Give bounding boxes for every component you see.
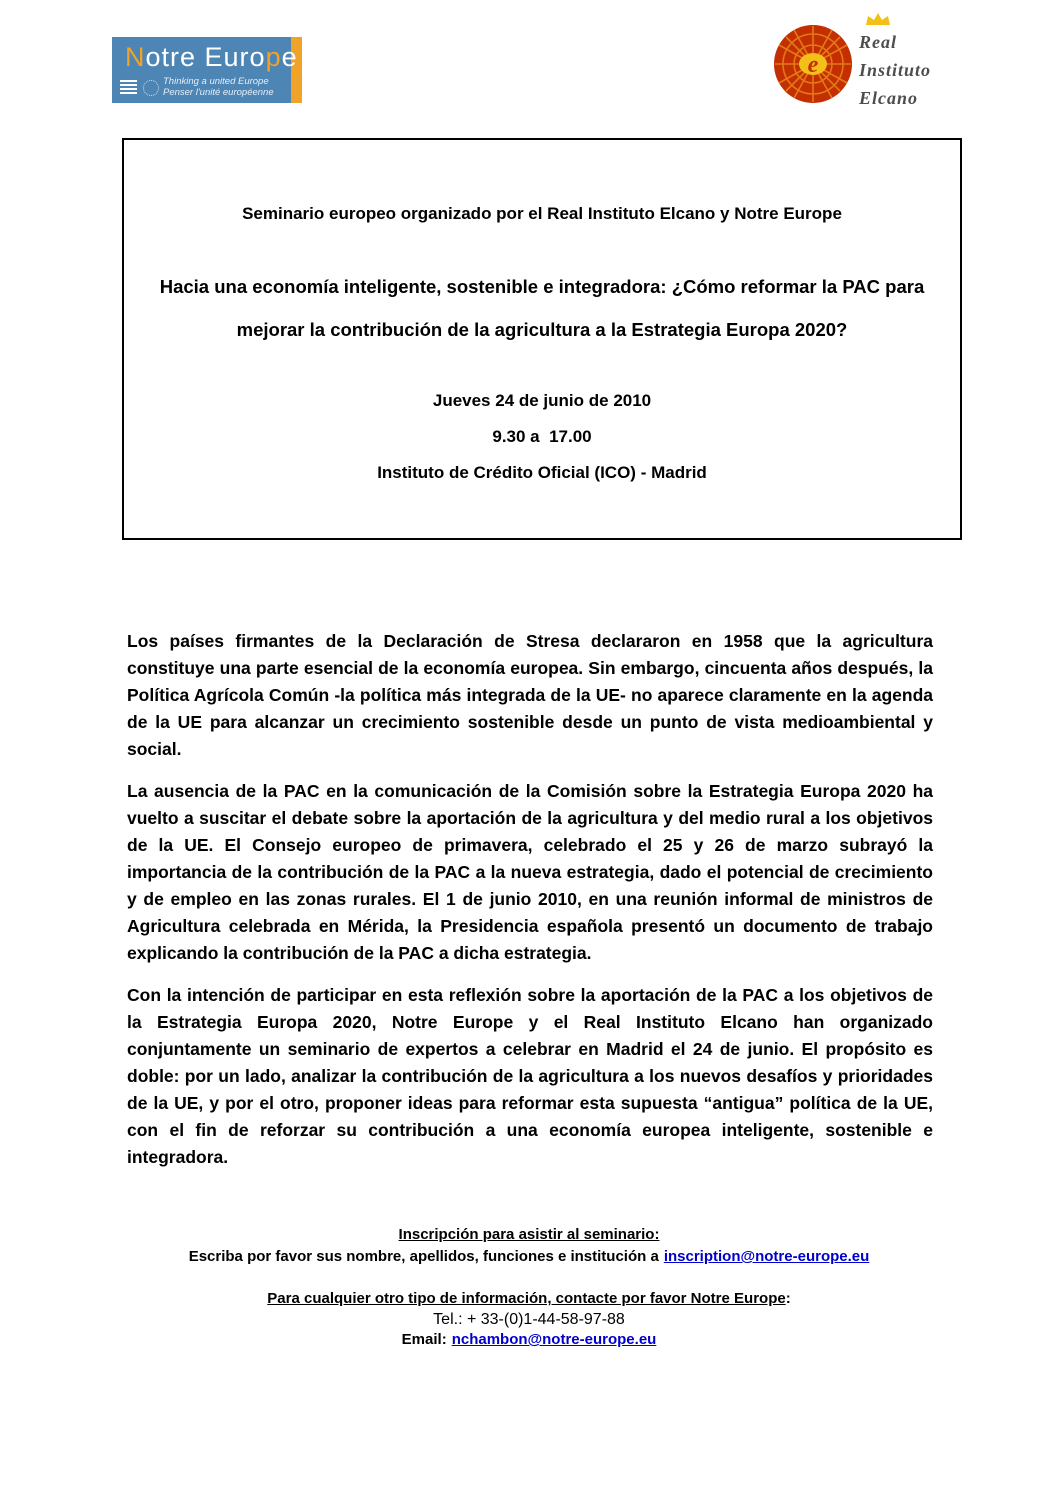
contact-heading-line: [0, 1288, 1058, 1310]
stripes-icon: [120, 80, 137, 95]
seminar-organizer-line: Seminario europeo organizado por el Real Instituto Elcano y Notre Europe: [242, 204, 842, 223]
elcano-logo: [773, 8, 993, 108]
contact-heading: Para cualquier otro tipo de información, contacte por favor Notre Europe: [267, 1290, 786, 1307]
contact-email-line: [0, 1330, 1058, 1350]
paragraph-stresa: Los países firmantes de la Declaración de Stresa declararon en 1958 que la agricultura constituye una parte esencial de la economía europea. Sin embargo, cincuenta años después, la Política Agrícola Común -la política más integrada de la UE- no aparece claramente en la agenda de la UE para alcanzar un crecimiento sostenible desde un punto de vista medioambiental y social.: [127, 631, 933, 759]
contact-email-label: Email:: [401, 1331, 447, 1348]
inscription-heading: Inscripción para asistir al seminario:: [398, 1226, 660, 1243]
paragraph-pac-absence: La ausencia de la PAC en la comunicación de la Comisión sobre la Estrategia Europa 2020 ha vuelto a suscitar el debate sobre la aportación de la agricultura y del medio rural a los objetivos de la UE. El Consejo europeo de primavera, celebrado el 25 y 26 de marzo subrayó la importancia de la contribución de la PAC a la nueva estrategia, dado el potencial de crecimiento y de empleo en las zonas rurales. El 1 de junio 2010, en una reunión informal de ministros de Agricultura celebrada en Mérida, la Presidencia española presentó un documento de trabajo explicando la contribución de la PAC a dicha estrategia.: [127, 781, 933, 963]
inscription-section: [0, 1224, 1058, 1268]
brand-letter-p: p: [265, 42, 282, 72]
contact-phone: Tel.: + 33-(0)1-44-58-97-88: [433, 1311, 625, 1328]
seminar-time: 9.30 a 17.00: [492, 427, 592, 446]
seminar-venue: Instituto de Crédito Oficial (ICO) - Madrid: [377, 463, 707, 482]
notre-europe-brand-text: [125, 42, 298, 73]
elcano-line1: Real: [859, 32, 897, 52]
notre-europe-tagline: [163, 76, 274, 98]
brand-letter-e: e: [281, 42, 298, 72]
seminar-date: Jueves 24 de junio de 2010: [432, 391, 652, 410]
brand-letter-n: N: [125, 42, 146, 72]
inscription-instructions: [0, 1246, 1058, 1268]
crown-icon: [863, 12, 893, 26]
inscription-email-link[interactable]: inscription@notre-europe.eu: [663, 1248, 870, 1265]
document-body: [127, 628, 933, 1186]
tagline-line1: Thinking a united Europe: [163, 76, 269, 87]
tagline-line2: Penser l'unité européenne: [163, 87, 274, 98]
elcano-emblem-letter: e: [807, 52, 819, 78]
elcano-line2: Instituto: [859, 60, 932, 80]
contact-heading-colon: :: [785, 1290, 791, 1307]
seminar-title-line1: Hacia una economía inteligente, sostenible e integradora: ¿Cómo reformar la PAC para: [159, 276, 925, 297]
elcano-globe-icon: [773, 20, 855, 106]
notre-europe-logo: [112, 37, 302, 103]
brand-mid: otre Euro: [145, 42, 266, 72]
contact-section: [0, 1288, 1058, 1350]
eu-stars-icon: [143, 80, 159, 96]
inscription-instructions-text: Escriba por favor sus nombre, apellidos, funciones e institución a: [188, 1248, 659, 1265]
paragraph-seminar-goal: Con la intención de participar en esta reflexión sobre la aportación de la PAC a los objetivos de la Estrategia Europa 2020, Notre Europe y el Real Instituto Elcano han organizado conjuntamente un seminario de expertos a celebrar en Madrid el 24 de junio. El propósito es doble: por un lado, analizar la contribución de la agricultura a los nuevos desafíos y prioridades de la UE, y por el otro, proponer ideas para reformar esta supuesta “antigua” política de la UE, con el fin de reforzar su contribución a una economía europea inteligente, sostenible e integradora.: [127, 985, 933, 1167]
seminar-title-line2: mejorar la contribución de la agricultura a la Estrategia Europa 2020?: [236, 319, 848, 340]
seminar-header-box: [122, 138, 962, 540]
elcano-wordmark: [859, 28, 931, 112]
elcano-line3: Elcano: [859, 88, 919, 108]
contact-email-link[interactable]: nchambon@notre-europe.eu: [451, 1331, 657, 1348]
